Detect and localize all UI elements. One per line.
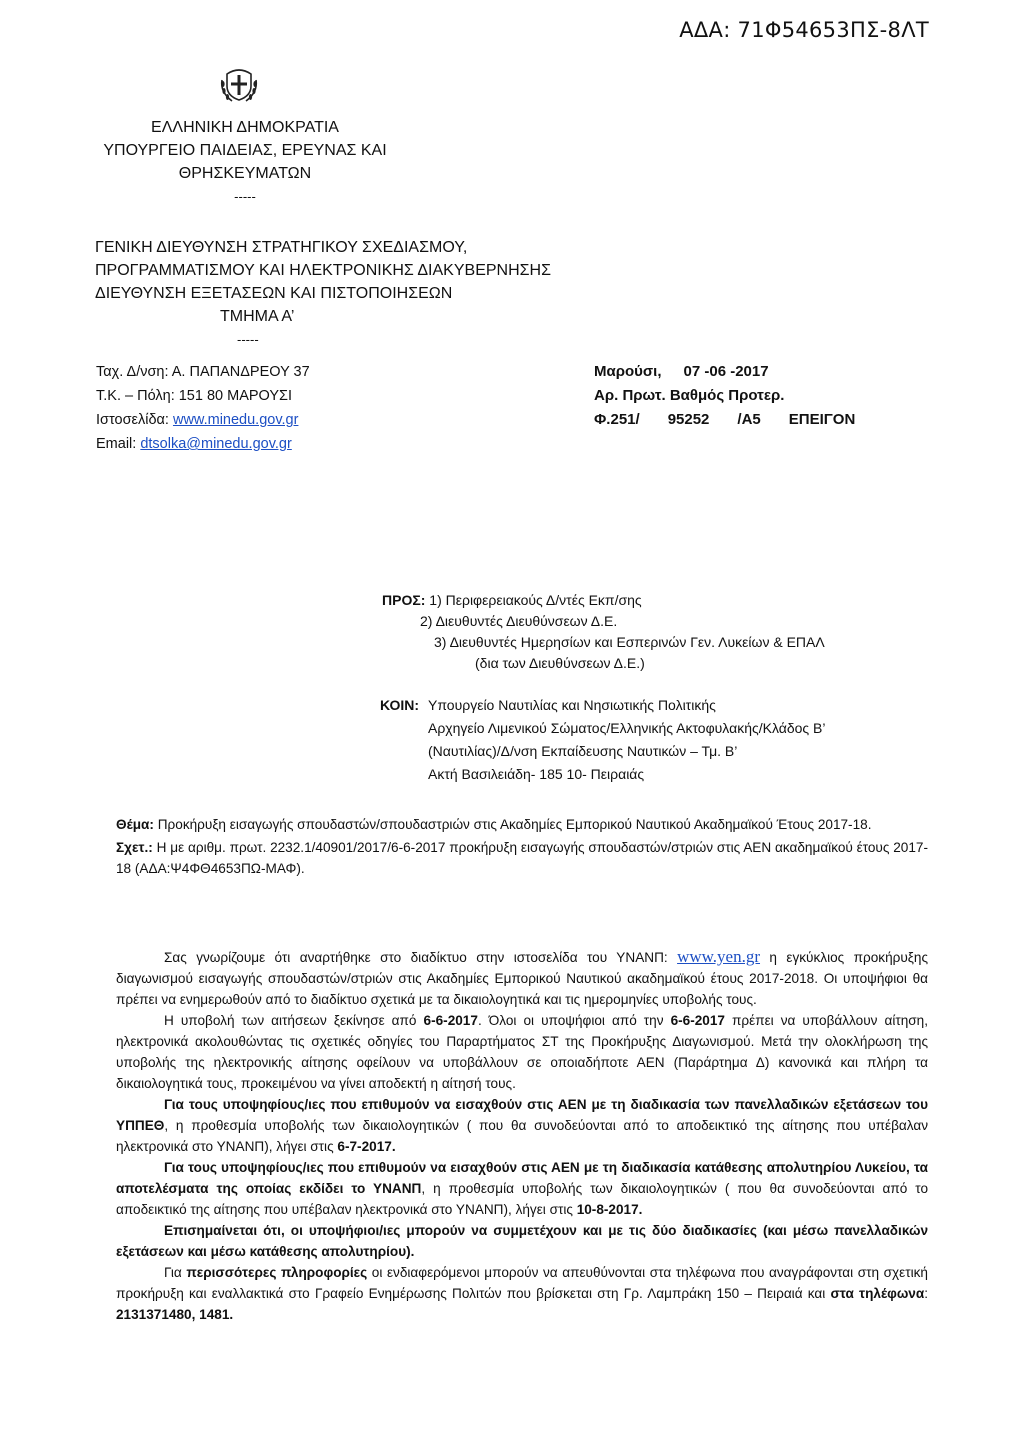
- priority: ΕΠΕΙΓΟΝ: [788, 411, 856, 428]
- protocol-row: [594, 408, 855, 432]
- paragraph-5: [116, 1220, 928, 1262]
- related-text: Η με αριθμ. πρωτ. 2232.1/40901/2017/6-6-2017 προκήρυξη εισαγωγής σπουδαστών/στριών στις ΑΕΝ ακαδημαϊκού έτους 2017-18 (ΑΔΑ:Ψ4ΦΘ4653ΠΩ-ΜΑΦ).: [116, 840, 929, 876]
- header-line-1: ΕΛΛΗΝΙΚΗ ΔΗΜΟΚΡΑΤΙΑ: [151, 119, 339, 136]
- directorate-block: [95, 236, 551, 351]
- p3-text: , η προθεσμία υποβολής των δικαιολογητικών ( που θα συνοδεύονται από το αποδεικτικό της αίτησης που υπέβαλαν ηλεκτρονικά στο ΥΝΑΝΠ), λήγει στις: [116, 1118, 928, 1154]
- ada-code: ΑΔΑ: 71Φ54653ΠΣ-8ΛΤ: [679, 18, 929, 42]
- website-label: Ιστοσελίδα:: [96, 412, 173, 428]
- paragraph-2: [116, 1010, 928, 1094]
- p4-bold: Για τους υποψηφίους/ιες που επιθυμούν να εισαχθούν στις ΑΕΝ με τη διαδικασία κατάθεσης απολυτηρίου Λυκείου, τα αποτελέσματα της οποίας εκδίδει το ΥΝΑΝΠ: [116, 1160, 928, 1196]
- address: Ταχ. Δ/νση: Α. ΠΑΠΑΝΔΡΕΟΥ 37: [96, 364, 310, 380]
- header-separator: -----: [234, 189, 256, 204]
- protocol-label: Αρ. Πρωτ. Βαθμός Προτερ.: [594, 387, 785, 404]
- yen-link[interactable]: www.yen.gr: [677, 947, 761, 966]
- email-row: [96, 432, 310, 456]
- p2-date-1: 6-6-2017: [423, 1013, 478, 1028]
- recipient-2: 2) Διευθυντές Διευθύνσεων Δ.Ε.: [420, 613, 618, 629]
- header-line-3: ΘΡΗΣΚΕΥΜΑΤΩΝ: [178, 165, 312, 182]
- cc-line-2: Αρχηγείο Λιμενικού Σώματος/Ελληνικής Ακτοφυλακής/Κλάδος Β’: [428, 720, 826, 736]
- cc-lines: [428, 694, 826, 786]
- postal: Τ.Κ. – Πόλη: 151 80 ΜΑΡΟΥΣΙ: [96, 388, 293, 404]
- protocol-number: 95252: [667, 411, 710, 428]
- website-link[interactable]: www.minedu.gov.gr: [172, 412, 299, 428]
- p6-text-a: Για: [164, 1265, 187, 1280]
- cc-line-3: (Ναυτιλίας)/Δ/νση Εκπαίδευσης Ναυτικών – Τμ. Β’: [428, 743, 738, 759]
- p2-date-2: 6-6-2017: [670, 1013, 725, 1028]
- p5-bold: Επισημαίνεται ότι, οι υποψήφιοι/ιες μπορούν να συμμετέχουν και με τις δύο διαδικασίες (και μέσω πανελλαδικών εξετάσεων και μέσω κατάθεσης απολυτηρίου).: [116, 1223, 928, 1259]
- p6-bold-2: στα τηλέφωνα: [830, 1286, 925, 1301]
- coat-of-arms-icon: [218, 62, 260, 104]
- cc-block: [380, 694, 826, 782]
- directorate-line-1: ΓΕΝΙΚΗ ΔΙΕΥΘΥΝΣΗ ΣΤΡΑΤΗΓΙΚΟΥ ΣΧΕΔΙΑΣΜΟΥ,: [95, 239, 468, 256]
- contact-block: [96, 360, 310, 456]
- recipients-label: ΠΡΟΣ:: [382, 592, 426, 608]
- paragraph-1: [116, 946, 928, 1010]
- related: [116, 837, 928, 879]
- email-link[interactable]: dtsolka@minedu.gov.gr: [140, 436, 292, 452]
- place: Μαρούσι,: [594, 363, 662, 380]
- related-label: Σχετ.:: [116, 840, 153, 855]
- p6-text-c: :: [924, 1286, 929, 1301]
- date: 07 -06 -2017: [683, 363, 769, 380]
- place-date: [594, 360, 855, 384]
- subject-label: Θέμα:: [116, 817, 154, 832]
- ministry-header: [60, 116, 430, 208]
- paragraph-3: [116, 1094, 928, 1157]
- header-line-2: ΥΠΟΥΡΓΕΙΟ ΠΑΙΔΕΙΑΣ, ΕΡΕΥΝΑΣ ΚΑΙ: [103, 142, 387, 159]
- directorate-separator: -----: [237, 332, 259, 347]
- protocol-suffix: /Α5: [737, 411, 761, 428]
- p1-text-a: Σας γνωρίζουμε ότι αναρτήθηκε στο διαδίκτυο στην ιστοσελίδα του ΥΝΑΝΠ:: [164, 950, 678, 965]
- p6-text-b: οι ενδιαφερόμενοι μπορούν να απευθύνονται στα τηλέφωνα που αναγράφονται στη σχετική προκήρυξη και εναλλακτικά στο Γραφείο Ενημέρωσης Πολιτών που βρίσκεται στη Γρ. Λαμπράκη 150 – Πειραιά και: [116, 1265, 928, 1301]
- directorate-line-2: ΠΡΟΓΡΑΜΜΑΤΙΣΜΟΥ ΚΑΙ ΗΛΕΚΤΡΟΝΙΚΗΣ ΔΙΑΚΥΒΕΡΝΗΣΗΣ: [95, 262, 551, 279]
- cc-line-1: Υπουργείο Ναυτιλίας και Νησιωτικής Πολιτικής: [428, 697, 716, 713]
- recipient-1: 1) Περιφερειακούς Δ/ντές Εκπ/σης: [429, 592, 642, 608]
- subject-block: [116, 814, 928, 879]
- letter-body: [116, 946, 928, 1325]
- subject-text: Προκήρυξη εισαγωγής σπουδαστών/σπουδαστριών στις Ακαδημίες Εμπορικού Ναυτικού Ακαδημαϊκού Έτους 2017-18.: [157, 817, 872, 832]
- p2-text-c: πρέπει να υποβάλλουν αίτηση, ηλεκτρονικά ακολουθώντας τις σχετικές οδηγίες του Παραρτήματος ΣΤ της Προκήρυξης Διαγωνισμού. Μετά την ολοκλήρωση της υποβολής της ηλεκτρονικής αίτησης οφείλουν να υποβάλλουν σε οποιαδήποτε ΑΕΝ (Παράρτημα Δ) κανονικά και πλήρη τα δικαιολογητικά τους, προκειμένου να γίνει αποδεκτή η αίτησή τους.: [116, 1013, 928, 1091]
- directorate-line-3: ΔΙΕΥΘΥΝΣΗ ΕΞΕΤΑΣΕΩΝ ΚΑΙ ΠΙΣΤΟΠΟΙΗΣΕΩΝ: [95, 285, 453, 302]
- document-meta: [594, 360, 855, 432]
- recipient-3-note: (δια των Διευθύνσεων Δ.Ε.): [475, 655, 645, 671]
- recipients: [382, 590, 825, 674]
- protocol-prefix: Φ.251/: [594, 411, 640, 428]
- email-label: Email:: [96, 436, 141, 452]
- subject: [116, 814, 928, 835]
- website-row: [96, 408, 310, 432]
- p4-date: 10-8-2017.: [576, 1202, 643, 1217]
- cc-line-4: Ακτή Βασιλειάδη- 185 10- Πειραιάς: [428, 766, 645, 782]
- p2-text-a: Η υποβολή των αιτήσεων ξεκίνησε από: [164, 1013, 424, 1028]
- paragraph-6: [116, 1262, 928, 1325]
- paragraph-4: [116, 1157, 928, 1220]
- cc-label: ΚΟΙΝ:: [380, 697, 420, 713]
- recipient-3: 3) Διευθυντές Ημερησίων και Εσπερινών Γεν. Λυκείων & ΕΠΑΛ: [434, 634, 825, 650]
- p2-text-b: . Όλοι οι υποψήφιοι από την: [477, 1013, 671, 1028]
- p3-date: 6-7-2017.: [337, 1139, 396, 1154]
- p3-bold: Για τους υποψηφίους/ιες που επιθυμούν να εισαχθούν στις ΑΕΝ με τη διαδικασία των πανελλαδικών εξετάσεων του ΥΠΠΕΘ: [116, 1097, 928, 1133]
- p6-phones: 2131371480, 1481.: [116, 1307, 234, 1322]
- p6-bold-1: περισσότερες πληροφορίες: [186, 1265, 368, 1280]
- directorate-line-4: ΤΜΗΜΑ Α’: [220, 308, 295, 325]
- p1-text-b: η εγκύκλιος προκήρυξης διαγωνισμού εισαγωγής σπουδαστών/στριών στις Ακαδημίες Εμπορικού Ναυτικού ακαδημαϊκού έτους 2017-2018. Οι υποψήφιοι θα πρέπει να ενημερωθούν από το διαδίκτυο σχετικά με τα δικαιολογητικά και τις ημερομηνίες υποβολής τους.: [116, 950, 928, 1007]
- p4-text: , η προθεσμία υποβολής των δικαιολογητικών ( που θα συνοδεύονται από το αποδεικτικό της αίτησης που υπέβαλαν ηλεκτρονικά στο ΥΝΑΝΠ), λήγει στις: [116, 1181, 928, 1217]
